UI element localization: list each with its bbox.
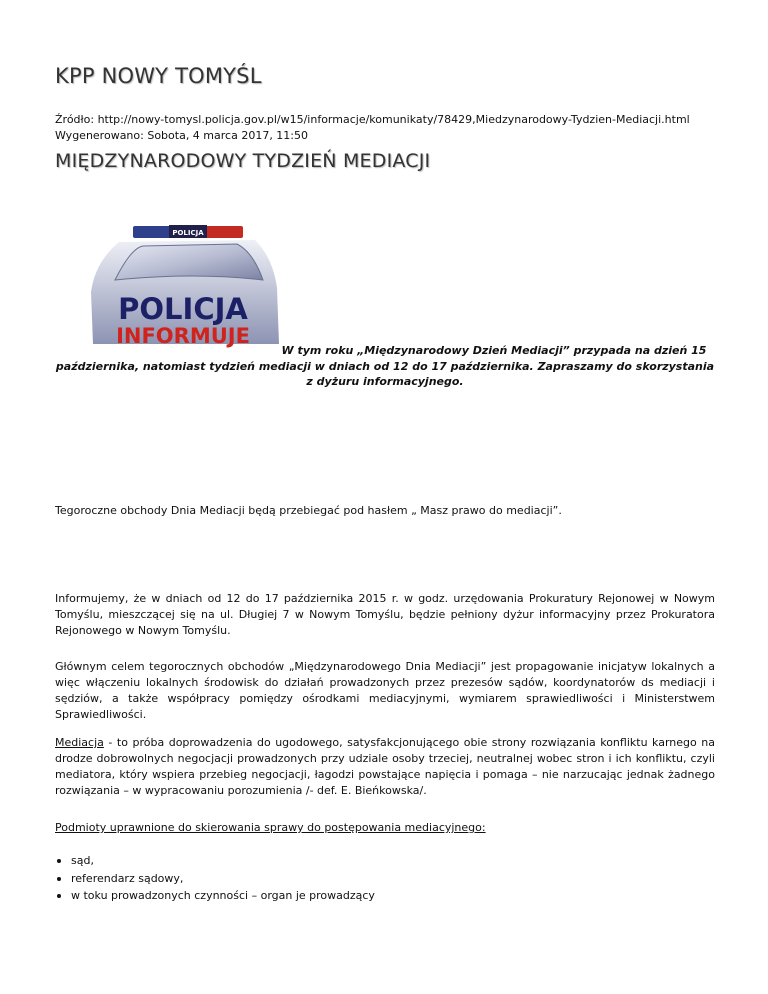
paragraph-goal: Głównym celem tegorocznych obchodów „Międzynarodowego Dnia Mediacji” jest propagowanie inicjatyw lokalnych a więc włączeniu lokalnych środowisk do działań prowadzonych przez prezesów sądów, koordynatorów ds mediacji i sędziów, a także współpracy pomiędzy ośrodkami mediacyjnymi, wymiarem sprawiedliwości i Ministerstwem Sprawiedliwości. (55, 660, 715, 721)
siren-red (205, 226, 243, 238)
paragraph-motto: Tegoroczne obchody Dnia Mediacji będą przebiegać pod hasłem „ Masz prawo do mediacji”. (55, 504, 562, 517)
policja-informuje-logo (85, 222, 281, 350)
list-item: referendarz sądowy, (55, 870, 375, 888)
authorized-entities-list (55, 852, 375, 905)
list-heading: Podmioty uprawnione do skierowania sprawy do postępowania mediacyjnego: (55, 821, 486, 834)
list-item: w toku prowadzonych czynności – organ je prowadzący (55, 887, 375, 905)
article-lead: W tym roku „Międzynarodowy Dzień Mediacji” przypada na dzień 15 października, natomiast tydzień mediacji w dniach od 12 do 17 października. Zapraszamy do skorzystania z dyżuru informacyjnego. (55, 344, 715, 388)
mediation-definition-text: - to próba doprowadzenia do ugodowego, satysfakcjonującego obie strony rozwiązania konfliktu karnego na drodze dobrowolnych negocjacji prowadzonych przy udziale osoby trzeciej, neutralnej wobec stron i ich konfliktu, czyli mediatora, który wspiera przebieg negocjacji, łagodzi powstające napięcia i pomaga – nie narzucając jednak żadnego rozwiązania – w wypracowaniu porozumienia /- def. E. Bieńkowska/. (55, 736, 715, 797)
car-windshield-shape (115, 244, 263, 280)
siren-policja-sign: POLICJA (172, 229, 204, 237)
document-meta (55, 112, 690, 144)
siren-blue (133, 226, 171, 238)
list-item: sąd, (55, 852, 375, 870)
site-title: KPP NOWY TOMYŚL (55, 64, 262, 88)
logo-policja-text: POLICJA (118, 292, 248, 326)
paragraph-mediation-definition (55, 735, 715, 799)
logo-informuje-text: INFORMUJE (116, 324, 250, 348)
source-url: Źródło: http://nowy-tomysl.policja.gov.pl/w15/informacje/komunikaty/78429,Miedzynarodowy-Tydzien-Mediacji.html (55, 113, 690, 126)
paragraph-duty-info: Informujemy, że w dniach od 12 do 17 października 2015 r. w godz. urzędowania Prokuratury Rejonowej w Nowym Tomyślu, mieszczącej się na ul. Długiej 7 w Nowym Tomyślu, będzie pełniony dyżur informacyjny przez Prokuratora Rejonowego w Nowym Tomyślu. (55, 592, 715, 637)
mediation-term: Mediacja (55, 736, 104, 749)
article-title: MIĘDZYNARODOWY TYDZIEŃ MEDIACJI (55, 150, 431, 172)
generated-date: Wygenerowano: Sobota, 4 marca 2017, 11:50 (55, 129, 309, 142)
